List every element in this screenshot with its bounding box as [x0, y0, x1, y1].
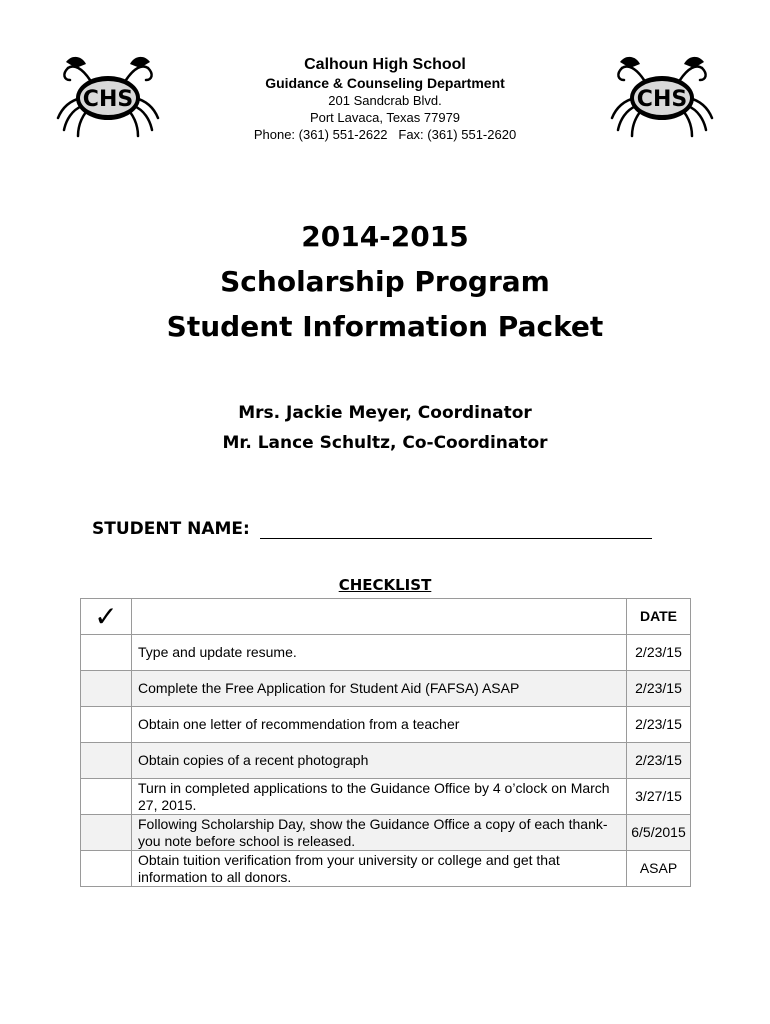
document-title [0, 214, 770, 349]
coordinator-primary: Mrs. Jackie Meyer, Coordinator [238, 403, 532, 423]
table-row [81, 707, 691, 743]
checklist-title: CHECKLIST [338, 576, 432, 594]
task-cell: Following Scholarship Day, show the Guidance Office a copy of each thank-you note before school is released. [132, 815, 627, 851]
check-box-cell[interactable] [81, 707, 132, 743]
table-row [81, 671, 691, 707]
table-row [81, 779, 691, 815]
check-box-cell[interactable] [81, 815, 132, 851]
coordinators [0, 398, 770, 458]
checklist-header-row [81, 599, 691, 635]
date-header: DATE [627, 599, 691, 635]
table-row [81, 743, 691, 779]
date-cell: ASAP [627, 851, 691, 887]
table-row [81, 635, 691, 671]
task-cell: Type and update resume. [132, 635, 627, 671]
task-cell: Complete the Free Application for Student Aid (FAFSA) ASAP [132, 671, 627, 707]
school-name: Calhoun High School [304, 56, 466, 73]
title-line-1: Scholarship Program [220, 265, 550, 298]
logo-lettering: CHS [636, 87, 688, 112]
date-cell: 2/23/15 [627, 671, 691, 707]
date-cell: 2/23/15 [627, 743, 691, 779]
table-row [81, 815, 691, 851]
task-cell: Obtain tuition verification from your university or college and get that information to all donors. [132, 851, 627, 887]
check-box-cell[interactable] [81, 635, 132, 671]
check-box-cell[interactable] [81, 671, 132, 707]
checkmark-icon: ✓ [81, 599, 132, 635]
table-row [81, 851, 691, 887]
department-name: Guidance & Counseling Department [265, 75, 505, 91]
logo-lettering: CHS [82, 87, 134, 112]
task-header-cell [132, 599, 627, 635]
coordinator-secondary: Mr. Lance Schultz, Co-Coordinator [222, 433, 548, 453]
checklist-table [80, 598, 691, 887]
date-cell: 3/27/15 [627, 779, 691, 815]
task-cell: Obtain copies of a recent photograph [132, 743, 627, 779]
date-cell: 2/23/15 [627, 707, 691, 743]
student-name-field [92, 518, 652, 539]
student-name-blank-line[interactable] [260, 518, 652, 539]
student-name-label: STUDENT NAME: [92, 519, 250, 539]
check-box-cell[interactable] [81, 779, 132, 815]
task-cell: Turn in completed applications to the Guidance Office by 4 o’clock on March 27, 2015. [132, 779, 627, 815]
phone-fax: Phone: (361) 551-2622 Fax: (361) 551-2620 [253, 127, 517, 142]
date-cell: 2/23/15 [627, 635, 691, 671]
street-address: 201 Sandcrab Blvd. [328, 93, 442, 108]
title-year: 2014-2015 [301, 220, 469, 253]
task-cell: Obtain one letter of recommendation from a teacher [132, 707, 627, 743]
check-box-cell[interactable] [81, 851, 132, 887]
title-line-2: Student Information Packet [166, 310, 604, 343]
letterhead [0, 55, 770, 143]
check-box-cell[interactable] [81, 743, 132, 779]
date-cell: 6/5/2015 [627, 815, 691, 851]
city-address: Port Lavaca, Texas 77979 [309, 110, 461, 125]
